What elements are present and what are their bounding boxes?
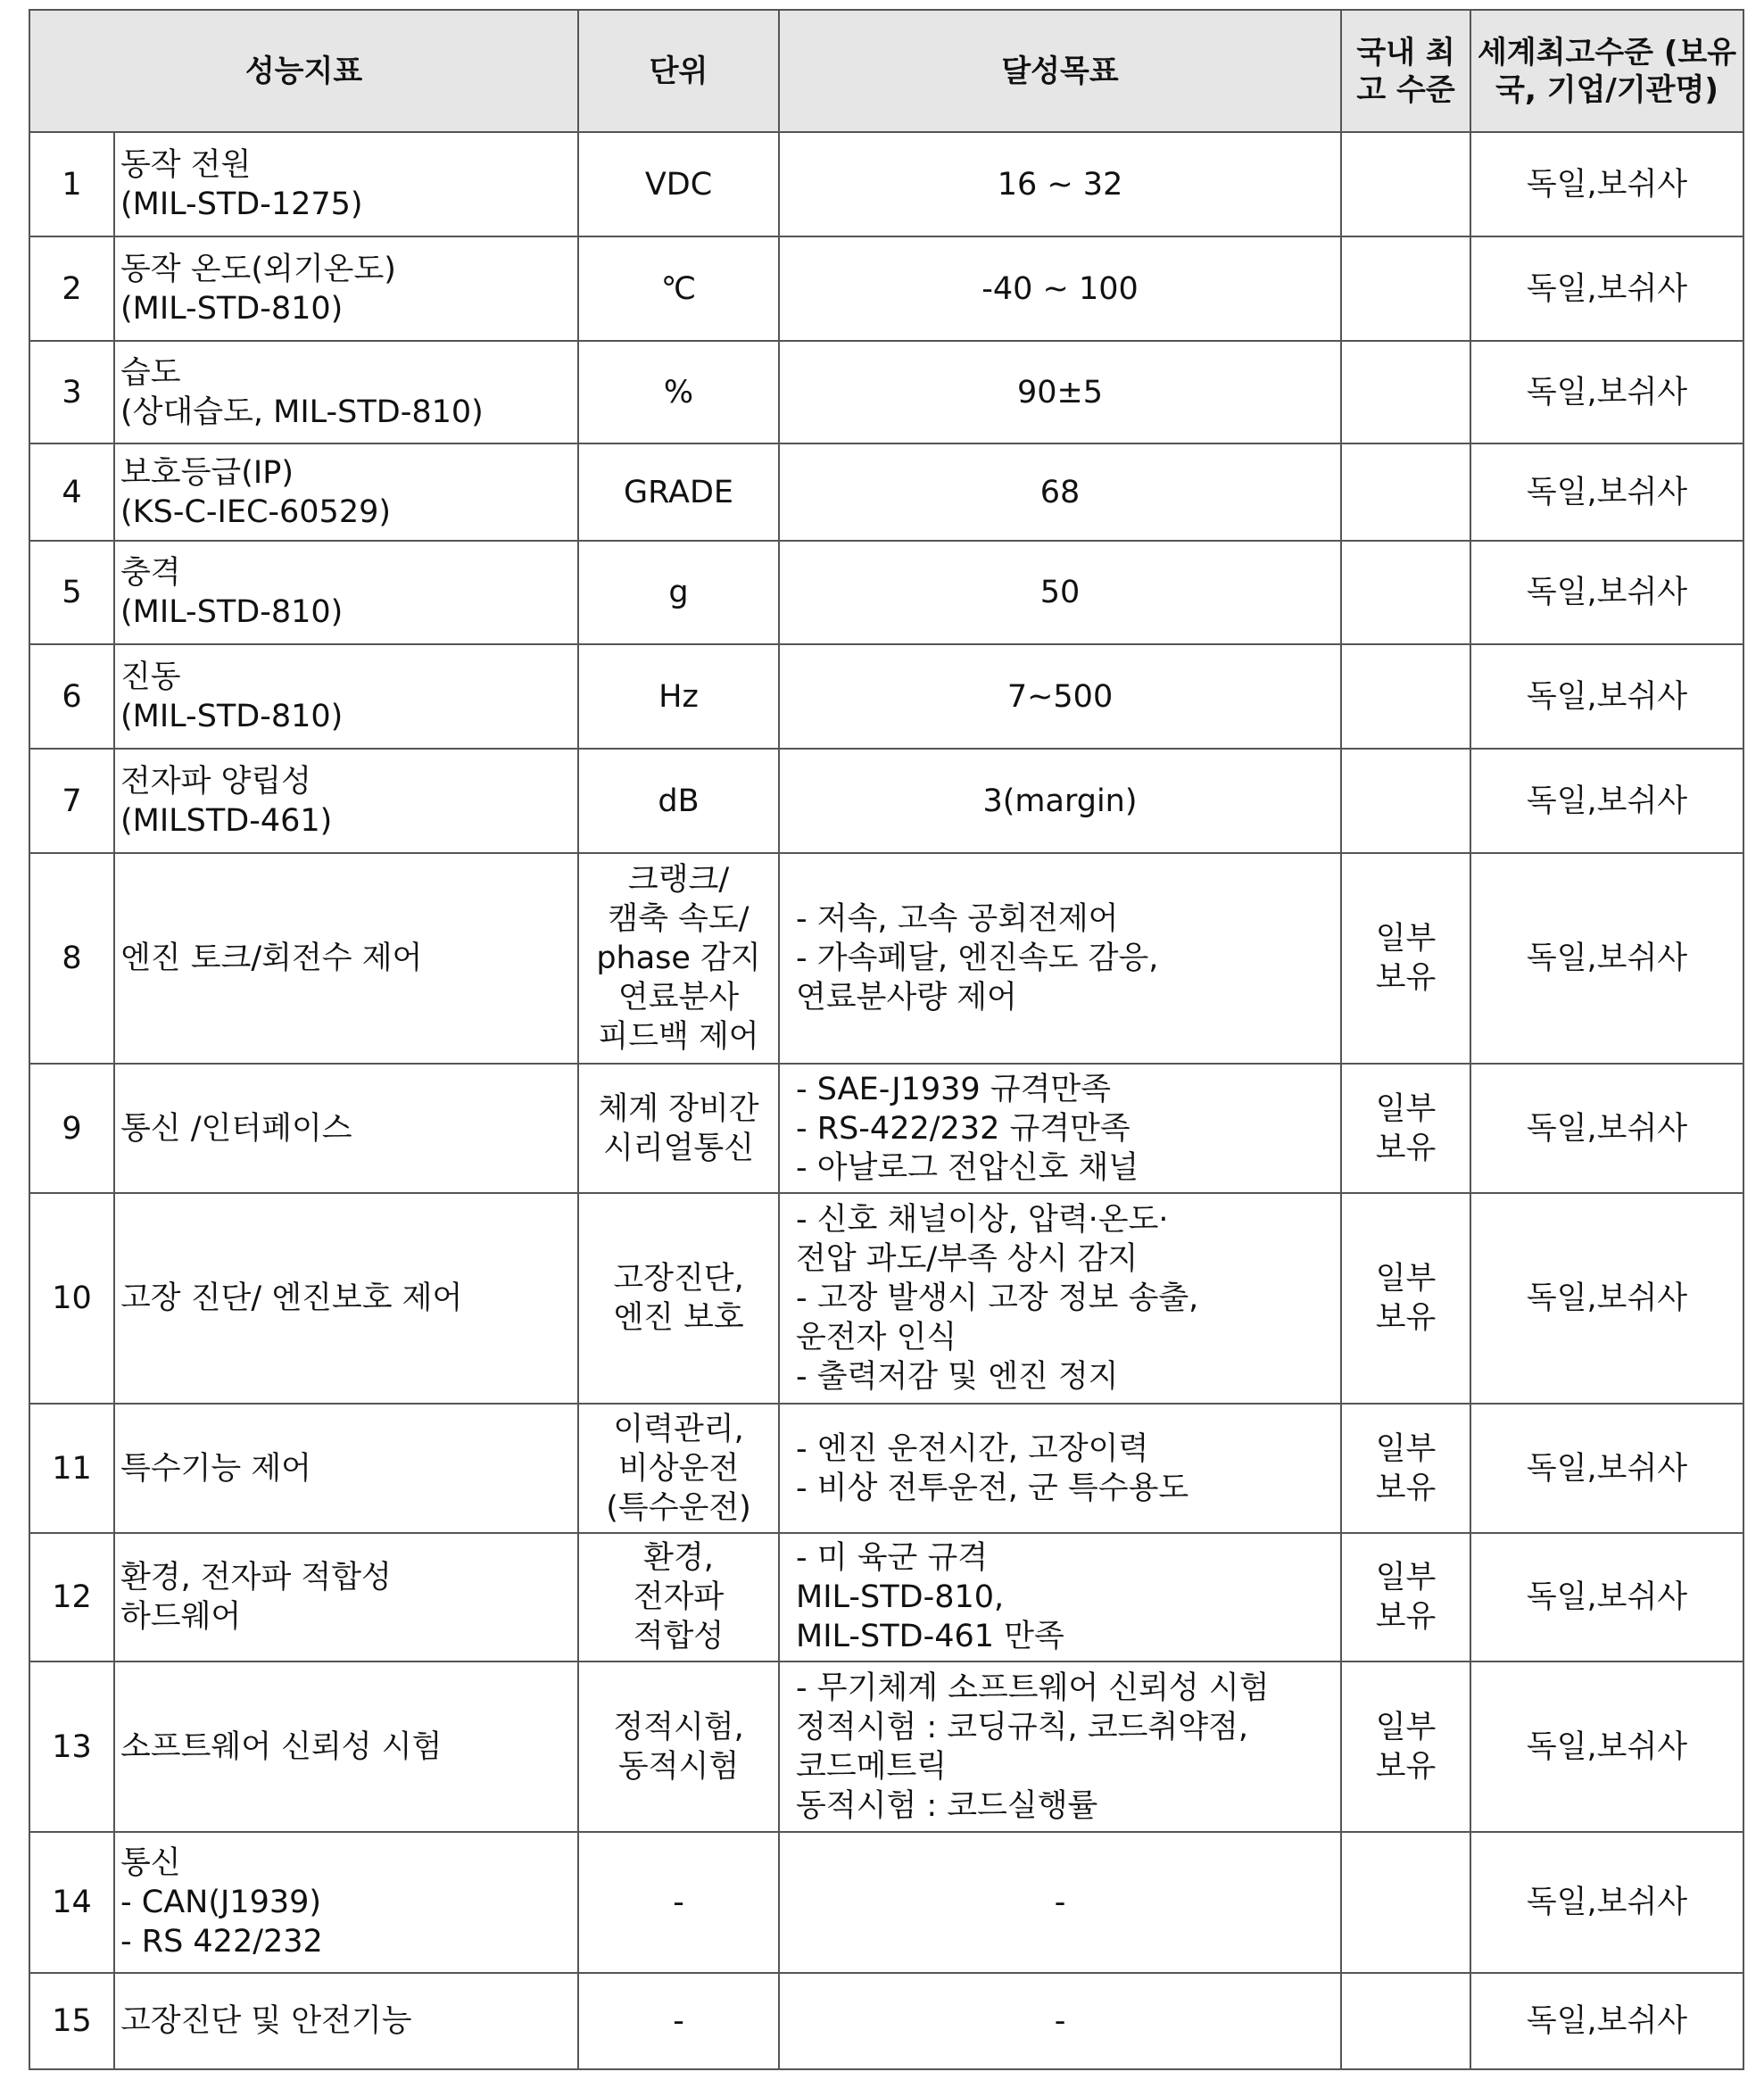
indicator-cell: 통신 - CAN(J1939) - RS 422/232 (114, 1832, 578, 1973)
unit-cell: - (578, 1832, 779, 1973)
domestic-cell: 일부 보유 (1341, 1533, 1470, 1662)
row-number: 9 (29, 1064, 114, 1193)
unit-cell: 이력관리, 비상운전 (특수운전) (578, 1404, 779, 1533)
unit-cell: 크랭크/ 캠축 속도/ phase 감지 연료분사 피드백 제어 (578, 853, 779, 1064)
world-cell: 독일,보쉬사 (1470, 541, 1743, 644)
unit-cell: % (578, 341, 779, 443)
table-row (29, 644, 1743, 749)
indicator-cell: 전자파 양립성 (MILSTD-461) (114, 749, 578, 853)
table-row (29, 853, 1743, 1064)
indicator-cell: 동작 온도(외기온도) (MIL-STD-810) (114, 236, 578, 341)
target-cell: 7~500 (779, 644, 1341, 749)
indicator-cell: 소프트웨어 신뢰성 시험 (114, 1662, 578, 1832)
unit-cell: 고장진단, 엔진 보호 (578, 1193, 779, 1404)
target-cell: 50 (779, 541, 1341, 644)
header-unit: 단위 (578, 10, 779, 132)
table-row (29, 236, 1743, 341)
target-cell: - SAE-J1939 규격만족 - RS-422/232 규격만족 - 아날로그 전압신호 채널 (779, 1064, 1341, 1193)
indicator-cell: 고장 진단/ 엔진보호 제어 (114, 1193, 578, 1404)
domestic-cell: 일부 보유 (1341, 1193, 1470, 1404)
row-number: 12 (29, 1533, 114, 1662)
header-world: 세계최고수준 (보유국, 기업/기관명) (1470, 10, 1743, 132)
target-cell: - (779, 1973, 1341, 2069)
indicator-cell: 엔진 토크/회전수 제어 (114, 853, 578, 1064)
row-number: 2 (29, 236, 114, 341)
row-number: 13 (29, 1662, 114, 1832)
indicator-cell: 진동 (MIL-STD-810) (114, 644, 578, 749)
table-row (29, 1533, 1743, 1662)
domestic-cell: 일부 보유 (1341, 853, 1470, 1064)
unit-cell: ℃ (578, 236, 779, 341)
target-cell: - 엔진 운전시간, 고장이력 - 비상 전투운전, 군 특수용도 (779, 1404, 1341, 1533)
table-row (29, 1404, 1743, 1533)
table-row (29, 1193, 1743, 1404)
unit-cell: dB (578, 749, 779, 853)
row-number: 15 (29, 1973, 114, 2069)
target-cell: -40 ~ 100 (779, 236, 1341, 341)
row-number: 1 (29, 132, 114, 236)
world-cell: 독일,보쉬사 (1470, 341, 1743, 443)
world-cell: 독일,보쉬사 (1470, 1064, 1743, 1193)
row-number: 11 (29, 1404, 114, 1533)
domestic-cell (1341, 749, 1470, 853)
row-number: 8 (29, 853, 114, 1064)
target-cell: 3(margin) (779, 749, 1341, 853)
table-row (29, 1973, 1743, 2069)
domestic-cell (1341, 1832, 1470, 1973)
row-number: 7 (29, 749, 114, 853)
world-cell: 독일,보쉬사 (1470, 749, 1743, 853)
world-cell: 독일,보쉬사 (1470, 236, 1743, 341)
world-cell: 독일,보쉬사 (1470, 853, 1743, 1064)
unit-cell: 정적시험, 동적시험 (578, 1662, 779, 1832)
table-row (29, 1064, 1743, 1193)
header-target: 달성목표 (779, 10, 1341, 132)
unit-cell: GRADE (578, 443, 779, 541)
world-cell: 독일,보쉬사 (1470, 443, 1743, 541)
target-cell: 90±5 (779, 341, 1341, 443)
table-row (29, 749, 1743, 853)
target-cell: - 무기체계 소프트웨어 신뢰성 시험 정적시험 : 코딩규칙, 코드취약점, 코드메트릭 동적시험 : 코드실행률 (779, 1662, 1341, 1832)
row-number: 3 (29, 341, 114, 443)
unit-cell: VDC (578, 132, 779, 236)
unit-cell: g (578, 541, 779, 644)
table-row (29, 132, 1743, 236)
header-row (29, 10, 1743, 132)
table-row (29, 341, 1743, 443)
world-cell: 독일,보쉬사 (1470, 1973, 1743, 2069)
domestic-cell (1341, 1973, 1470, 2069)
target-cell: - (779, 1832, 1341, 1973)
unit-cell: Hz (578, 644, 779, 749)
unit-cell: 환경, 전자파 적합성 (578, 1533, 779, 1662)
table-row (29, 541, 1743, 644)
row-number: 5 (29, 541, 114, 644)
target-cell: 68 (779, 443, 1341, 541)
unit-cell: - (578, 1973, 779, 2069)
header-domestic: 국내 최고 수준 (1341, 10, 1470, 132)
indicator-cell: 충격 (MIL-STD-810) (114, 541, 578, 644)
world-cell: 독일,보쉬사 (1470, 1404, 1743, 1533)
row-number: 4 (29, 443, 114, 541)
domestic-cell: 일부 보유 (1341, 1662, 1470, 1832)
world-cell: 독일,보쉬사 (1470, 1193, 1743, 1404)
world-cell: 독일,보쉬사 (1470, 132, 1743, 236)
indicator-cell: 통신 /인터페이스 (114, 1064, 578, 1193)
domestic-cell (1341, 341, 1470, 443)
world-cell: 독일,보쉬사 (1470, 1832, 1743, 1973)
performance-table (29, 9, 1744, 2070)
table-row (29, 1832, 1743, 1973)
domestic-cell: 일부 보유 (1341, 1064, 1470, 1193)
row-number: 10 (29, 1193, 114, 1404)
target-cell: - 신호 채널이상, 압력·온도· 전압 과도/부족 상시 감지 - 고장 발생시 고장 정보 송출, 운전자 인식 - 출력저감 및 엔진 정지 (779, 1193, 1341, 1404)
domestic-cell (1341, 443, 1470, 541)
indicator-cell: 보호등급(IP) (KS-C-IEC-60529) (114, 443, 578, 541)
indicator-cell: 특수기능 제어 (114, 1404, 578, 1533)
target-cell: 16 ~ 32 (779, 132, 1341, 236)
unit-cell: 체계 장비간 시리얼통신 (578, 1064, 779, 1193)
row-number: 6 (29, 644, 114, 749)
indicator-cell: 고장진단 및 안전기능 (114, 1973, 578, 2069)
target-cell: - 미 육군 규격 MIL-STD-810, MIL-STD-461 만족 (779, 1533, 1341, 1662)
table-row (29, 443, 1743, 541)
domestic-cell (1341, 132, 1470, 236)
domestic-cell (1341, 644, 1470, 749)
domestic-cell (1341, 541, 1470, 644)
indicator-cell: 습도 (상대습도, MIL-STD-810) (114, 341, 578, 443)
indicator-cell: 동작 전원 (MIL-STD-1275) (114, 132, 578, 236)
row-number: 14 (29, 1832, 114, 1973)
world-cell: 독일,보쉬사 (1470, 1662, 1743, 1832)
target-cell: - 저속, 고속 공회전제어 - 가속페달, 엔진속도 감응, 연료분사량 제어 (779, 853, 1341, 1064)
indicator-cell: 환경, 전자파 적합성 하드웨어 (114, 1533, 578, 1662)
world-cell: 독일,보쉬사 (1470, 644, 1743, 749)
domestic-cell: 일부 보유 (1341, 1404, 1470, 1533)
domestic-cell (1341, 236, 1470, 341)
world-cell: 독일,보쉬사 (1470, 1533, 1743, 1662)
header-indicator: 성능지표 (29, 10, 578, 132)
table-row (29, 1662, 1743, 1832)
